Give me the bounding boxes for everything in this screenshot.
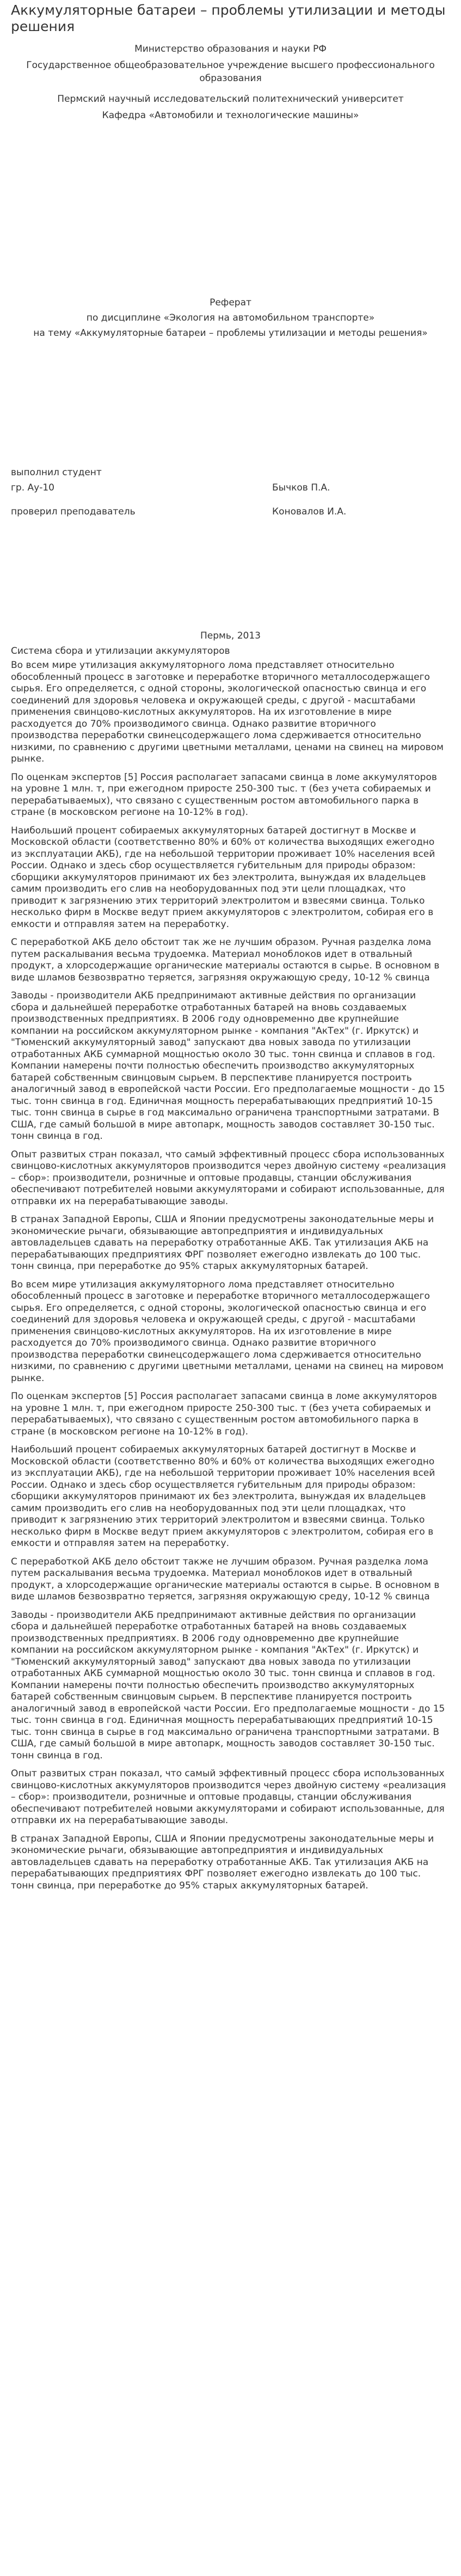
student-label: выполнил студент <box>11 467 102 478</box>
paragraph: Наибольший процент собираемых аккумуляторных батарей достигнут в Москве и Московской области (соответственно 80% и 60% от количества выходящих ежегодно из эксплуатации АКБ), где на небольшой территории проживает 10% населения всей России. Однако и здесь сбор осуществляется губительным для природы образом: сборщики аккумуляторов принимают их без электролита, вынуждая их владельцев самим производить его слив на необорудованных под эти цели площадках, что приводит к загрязнению этих территорий электролитом и взвесями свинца. Только несколько фирм в Москве ведут прием аккумуляторов с электролитом, собирая его в емкости и отправляя затем на переработку. <box>11 1444 435 1549</box>
ministry-line: Министерство образования и науки РФ <box>134 44 327 54</box>
city-year: Пермь, 2013 <box>200 630 261 641</box>
title-page-header <box>11 42 450 122</box>
signatures-block <box>11 466 450 520</box>
document-body <box>11 660 446 1892</box>
paragraph: Заводы - производители АКБ предпринимают активные действия по организации сбора и дальнейшей переработке отработанных батарей на вновь создаваемых производственных предприятиях. В 2006 году одновременно две крупнейшие компании на российском аккумуляторном рынке - компания "АкТех" (г. Иркутск) и "Тюменский аккумуляторный завод" запускают два новых завода по утилизации отработанных АКБ суммарной мощностью около 30 тыс. тонн свинца и сплавов в год. Компании намерены почти полностью обеспечить производство аккумуляторных батарей собственным свинцовым сырьем. В перспективе планируется построить аналогичный завод в европейской части России. Его предполагаемые мощности - до 15 тыс. тонн свинца в год. Единичная мощность перерабатывающих предприятий 10-15 тыс. тонн свинца в сырье в год максимально ограничена транспортными затратами. В США, где самый большой в мире автопарк, мощность заводов составляет 30-150 тыс. тонн свинца в год. <box>11 990 445 1142</box>
teacher-label: проверил преподаватель <box>11 506 136 517</box>
referat-block <box>11 295 450 341</box>
paragraph: Опыт развитых стран показал, что самый эффективный процесс сбора использованных свинцово-кислотных аккумуляторов производится через двойную систему «реализация – сбор»: производители, розничные и оптовые продавцы, станции обслуживания обеспечивают потребителей новыми аккумуляторами и собирают использованные, для отправки их на перерабатывающие заводы. <box>11 1768 446 1826</box>
institution-line: Государственное общеобразовательное учреждение высшего профессионального образования <box>26 60 435 84</box>
student-name: Бычков П.А. <box>272 482 330 493</box>
paragraph: В странах Западной Европы, США и Японии предусмотрены законодательные меры и экономические рычаги, обязывающие автопредприятия и индивидуальных автовладельцев сдавать на переработку отработанные АКБ. Так утилизация АКБ на перерабатывающих предприятиях ФРГ позволяет ежегодно извлекать до 100 тыс. тонн свинца, при переработке до 95% старых аккумуляторных батарей. <box>11 1833 434 1891</box>
paragraph: По оценкам экспертов [5] Россия располагает запасами свинца в ломе аккумуляторов на уровне 1 млн. т, при ежегодном приросте 250-300 тыс. т (без учета собираемых и перерабатываемых), что связано с существенным ростом автомобильного парка в стране (в московском регионе на 10-12% в год). <box>11 1391 437 1437</box>
section-title: Система сбора и утилизации аккумуляторов <box>11 646 230 657</box>
university-line: Пермский научный исследовательский политехнический университет <box>57 94 404 105</box>
paragraph: С переработкой АКБ дело обстоит так же не лучшим образом. Ручная разделка лома путем раскалывания весьма трудоемка. Материал моноблоков идет в отвальный продукт, а хлорсодержащие органические материалы остаются в сырье. В основном в виде шламов безвозвратно теряется, загрязняя окружающую среду, 10-12 % свинца <box>11 937 440 983</box>
referat-heading: Реферат <box>210 297 251 308</box>
paragraph: Во всем мире утилизация аккумуляторного лома представляет относительно обособленный процесс в заготовке и переработке вторичного металлосодержащего сырья. Его определяется, с одной стороны, экологической опасностью свинца и его соединений для здоровья человека и окружающей среды, с другой - масштабами применения свинцово-кислотных аккумуляторов. На их изготовление в мире расходуется до 70% производимого свинца. Однако развитие вторичного производства переработки свинецсодержащего лома сдерживается относительно низкими, по сравнению с другими цветными металлами, ценами на свинец на мировом рынке. <box>11 660 444 764</box>
teacher-name: Коновалов И.А. <box>272 506 347 517</box>
referat-discipline: по дисциплине «Экология на автомобильном транспорте» <box>86 312 375 323</box>
paragraph: Опыт развитых стран показал, что самый эффективный процесс сбора использованных свинцово-кислотных аккумуляторов производится через двойную систему «реализация – сбор»: производители, розничные и оптовые продавцы, станции обслуживания обеспечивают потребителей новыми аккумуляторами и собирают использованные, для отправки их на перерабатывающие заводы. <box>11 1149 446 1207</box>
paragraph: С переработкой АКБ дело обстоит также не лучшим образом. Ручная разделка лома путем раскалывания весьма трудоемка. Материал моноблоков идет в отвальный продукт, а хлорсодержащие органические материалы остаются в сырье. В основном в виде шламов безвозвратно теряется, загрязняя окружающую среду, 10-12 % свинца <box>11 1556 440 1602</box>
referat-topic: на тему «Аккумуляторные батареи – проблемы утилизации и методы решения» <box>33 328 428 339</box>
paragraph: В странах Западной Европы, США и Японии предусмотрены законодательные меры и экономические рычаги, обязывающие автопредприятия и индивидуальных автовладельцев сдавать на переработку отработанные АКБ. Так утилизация АКБ на перерабатывающих предприятиях ФРГ позволяет ежегодно извлекать до 100 тыс. тонн свинца, при переработке до 95% старых аккумуляторных батарей. <box>11 1214 434 1272</box>
paragraph: Заводы - производители АКБ предпринимают активные действия по организации сбора и дальнейшей переработке отработанных батарей на вновь создаваемых производственных предприятиях. В 2006 году одновременно две крупнейшие компании на российском аккумуляторном рынке - компания "АкТех" (г. Иркутск) и "Тюменский аккумуляторный завод" запускают два новых завода по утилизации отработанных АКБ суммарной мощностью около 30 тыс. тонн свинца и сплавов в год. Компании намерены почти полностью обеспечить производство аккумуляторных батарей собственным свинцовым сырьем. В перспективе планируется построить аналогичный завод в европейской части России. Его предполагаемые мощности - до 15 тыс. тонн свинца в год. Единичная мощность перерабатывающих предприятий 10-15 тыс. тонн свинца в сырье в год максимально ограничена транспортными затратами. В США, где самый большой в мире автопарк, мощность заводов составляет 30-150 тыс. тонн свинца в год. <box>11 1609 445 1761</box>
teacher-row <box>11 505 450 520</box>
student-label-row <box>11 466 450 481</box>
student-row <box>11 481 450 496</box>
student-group: гр. Ау-10 <box>11 482 54 493</box>
department-line: Кафедра «Автомобили и технологические машины» <box>102 110 359 121</box>
paragraph: Во всем мире утилизация аккумуляторного лома представляет относительно обособленный процесс в заготовке и переработке вторичного металлосодержащего сырья. Его определяется, с одной стороны, экологической опасностью свинца и его соединений для здоровья человека и окружающей среды, с другой - масштабами применения свинцово-кислотных аккумуляторов. На их изготовление в мире расходуется до 70% производимого свинца. Однако развитие вторичного производства переработки свинецсодержащего лома сдерживается относительно низкими, по сравнению с другими цветными металлами, ценами на свинец на мировом рынке. <box>11 1279 444 1384</box>
document-title: Аккумуляторные батареи – проблемы утилизации и методы решения <box>11 2 446 34</box>
paragraph: По оценкам экспертов [5] Россия располагает запасами свинца в ломе аккумуляторов на уровне 1 млн. т, при ежегодном приросте 250-300 тыс. т (без учета собираемых и перерабатываемых), что связано с существенным ростом автомобильного парка в стране (в московском регионе на 10-12% в год). <box>11 771 437 818</box>
paragraph: Наибольший процент собираемых аккумуляторных батарей достигнут в Москве и Московской области (соответственно 80% и 60% от количества выходящих ежегодно из эксплуатации АКБ), где на небольшой территории проживает 10% населения всей России. Однако и здесь сбор осуществляется губительным для природы образом: сборщики аккумуляторов принимают их без электролита, вынуждая их владельцев самим производить его слив на необорудованных под эти цели площадках, что приводит к загрязнению этих территорий электролитом и взвесями свинца. Только несколько фирм в Москве ведут прием аккумуляторов с электролитом, собирая его в емкости и отправляя затем на переработку. <box>11 825 435 930</box>
